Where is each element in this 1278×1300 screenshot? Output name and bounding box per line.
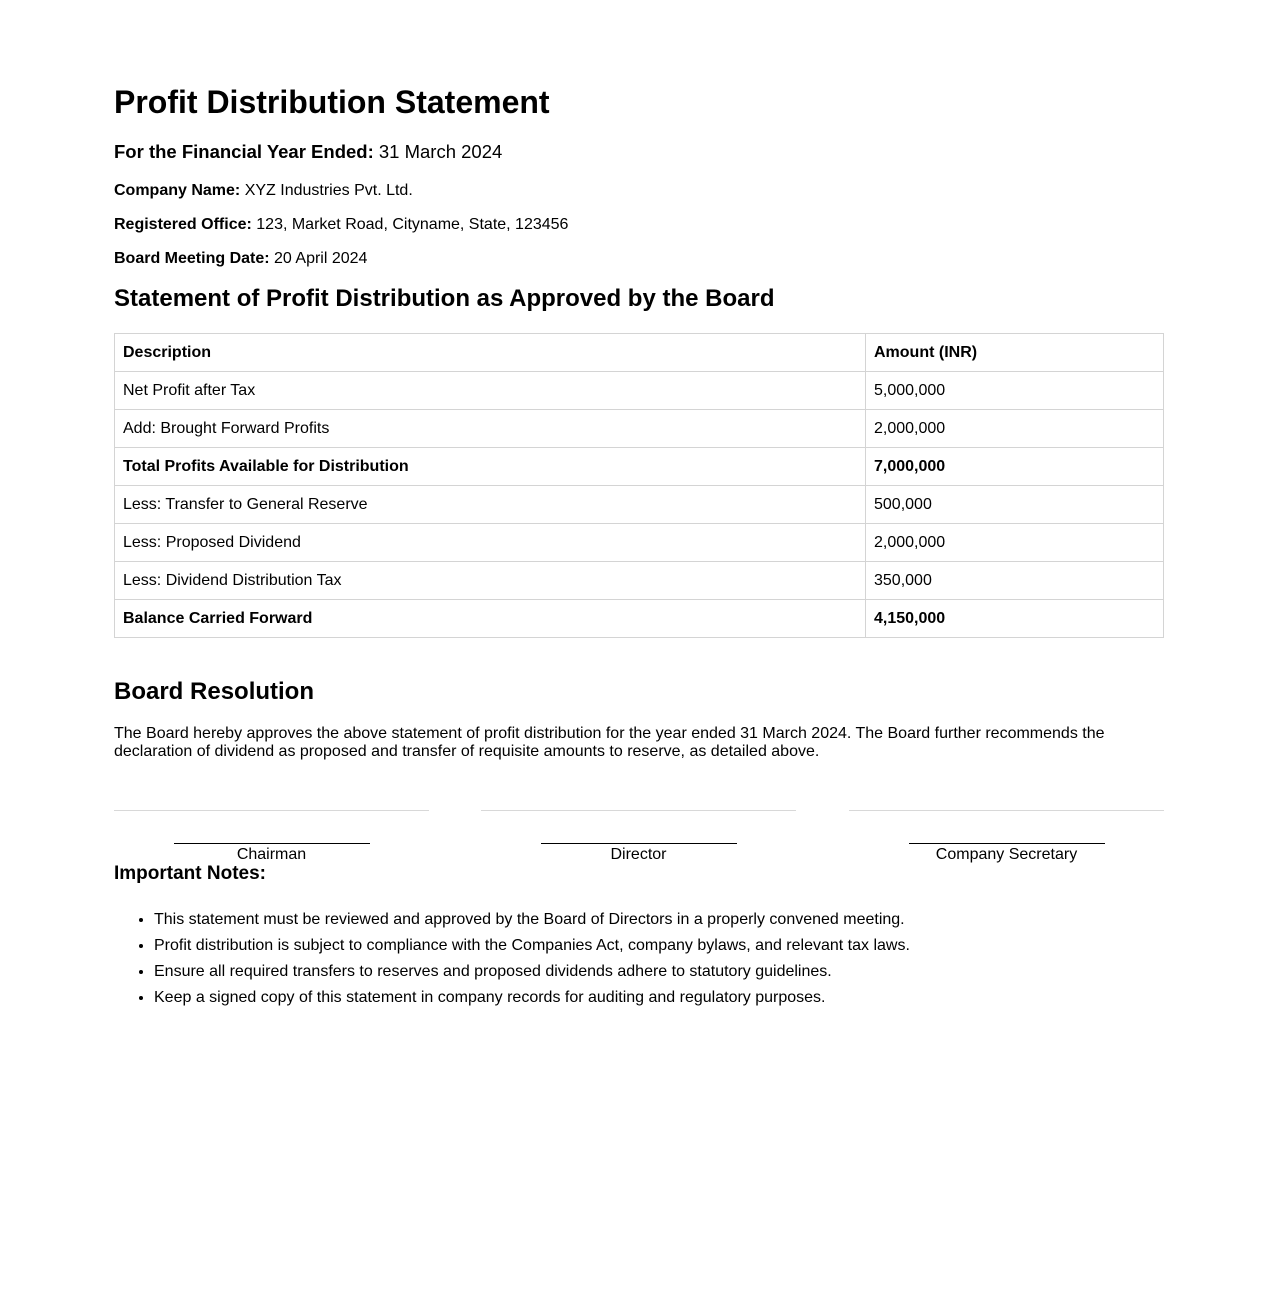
- table-row: [115, 486, 1164, 524]
- row-amount: 4,150,000: [866, 600, 1164, 638]
- statement-heading: Statement of Profit Distribution as Approved by the Board: [114, 285, 775, 312]
- row-description: Less: Transfer to General Reserve: [115, 486, 866, 524]
- list-item: • Keep a signed copy of this statement in company records for auditing and regulatory purposes.: [154, 985, 910, 1011]
- signature-line: [541, 843, 737, 844]
- signature-line: [174, 843, 370, 844]
- board-meeting-date-value: 20 April 2024: [274, 250, 368, 267]
- signature-label-secretary: Company Secretary: [935, 846, 1078, 863]
- board-meeting-date-label: Board Meeting Date:: [114, 250, 270, 267]
- table-row-total: [115, 448, 1164, 486]
- notes-heading: Important Notes:: [114, 863, 266, 884]
- resolution-text: The Board hereby approves the above statement of profit distribution for the year ended 31 March 2024. The Board further recommends the declaration of dividend as proposed and transfer of requisite amounts to reserve, as detailed above.: [114, 725, 1105, 760]
- profit-distribution-table: [114, 333, 1164, 638]
- list-item: • Profit distribution is subject to compliance with the Companies Act, company bylaws, and relevant tax laws.: [154, 933, 910, 959]
- signature-divider: [481, 810, 796, 811]
- signature-label-director: Director: [610, 846, 667, 863]
- list-item: • This statement must be reviewed and approved by the Board of Directors in a properly convened meeting.: [154, 907, 910, 933]
- list-item: • Ensure all required transfers to reserves and proposed dividends adhere to statutory guidelines.: [154, 959, 910, 985]
- table-row-balance: [115, 600, 1164, 638]
- column-header-description: Description: [115, 334, 866, 372]
- row-description: Add: Brought Forward Profits: [115, 410, 866, 448]
- company-name-label: Company Name:: [114, 182, 241, 199]
- board-meeting-date: [114, 249, 367, 269]
- table-row: [115, 562, 1164, 600]
- row-description: Balance Carried Forward: [115, 600, 866, 638]
- row-description: Less: Proposed Dividend: [115, 524, 866, 562]
- registered-office-value: 123, Market Road, Cityname, State, 123456: [256, 216, 569, 233]
- signature-divider: [849, 810, 1164, 811]
- table-header-row: [115, 334, 1164, 372]
- row-amount: 2,000,000: [866, 524, 1164, 562]
- row-amount: 2,000,000: [866, 410, 1164, 448]
- signature-label-chairman: Chairman: [236, 846, 307, 863]
- row-description: Less: Dividend Distribution Tax: [115, 562, 866, 600]
- row-amount: 7,000,000: [866, 448, 1164, 486]
- company-name: [114, 181, 413, 201]
- row-description: Net Profit after Tax: [115, 372, 866, 410]
- page-title: Profit Distribution Statement: [114, 84, 550, 120]
- company-name-value: XYZ Industries Pvt. Ltd.: [244, 182, 413, 199]
- signature-chairman: [114, 843, 429, 864]
- financial-year: [114, 140, 502, 164]
- signature-secretary: [849, 843, 1164, 864]
- row-amount: 500,000: [866, 486, 1164, 524]
- signature-director: [481, 843, 796, 864]
- signature-line: [909, 843, 1105, 844]
- signature-divider: [114, 810, 429, 811]
- table-row: [115, 372, 1164, 410]
- column-header-amount: Amount (INR): [866, 334, 1164, 372]
- row-amount: 5,000,000: [866, 372, 1164, 410]
- resolution-heading: Board Resolution: [114, 678, 315, 705]
- notes-list: [114, 907, 910, 1011]
- financial-year-value: 31 March 2024: [378, 141, 503, 162]
- registered-office-label: Registered Office:: [114, 216, 252, 233]
- financial-year-label: For the Financial Year Ended:: [114, 141, 374, 162]
- table-row: [115, 524, 1164, 562]
- row-amount: 350,000: [866, 562, 1164, 600]
- table-row: [115, 410, 1164, 448]
- registered-office: [114, 215, 568, 235]
- row-description: Total Profits Available for Distribution: [115, 448, 866, 486]
